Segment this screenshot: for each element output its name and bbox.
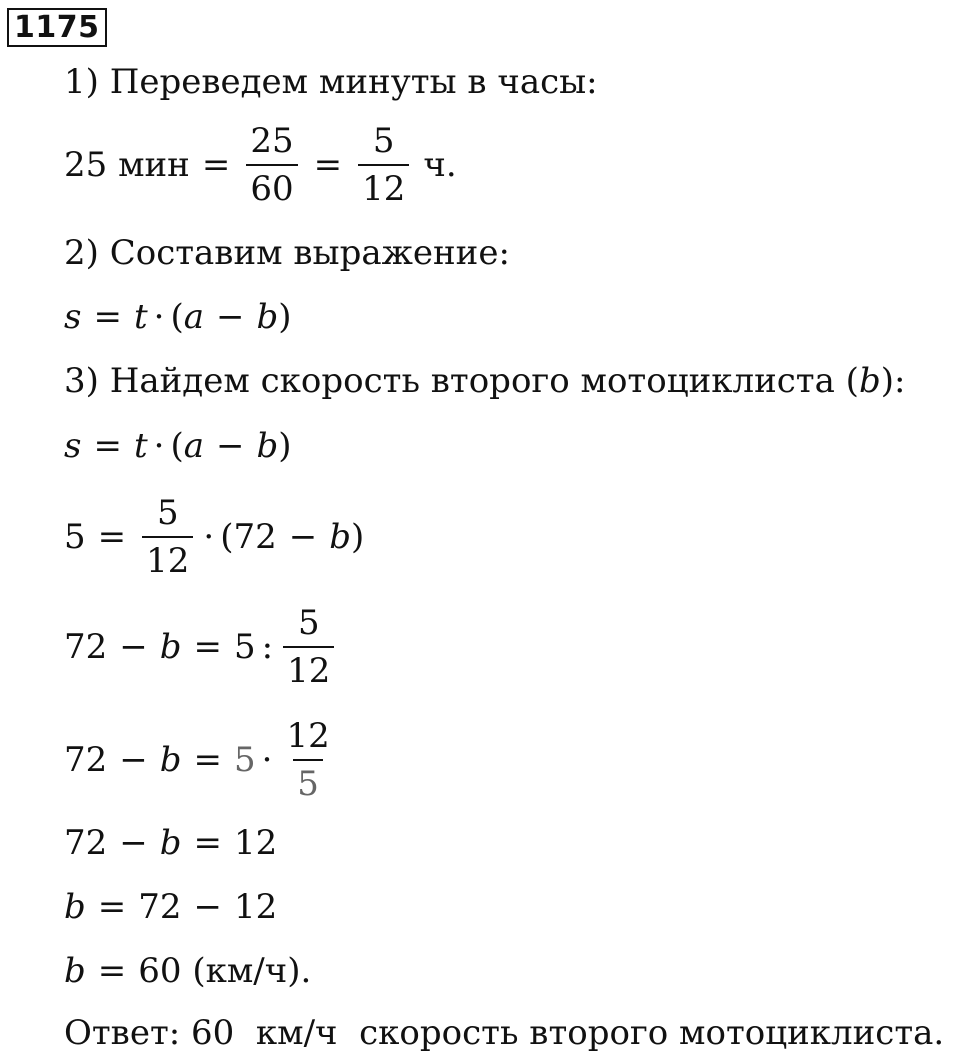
- fraction-25-60: $\frac{25}{60}$: [246, 120, 297, 210]
- step1-conversion: 25 мин = $\frac{25}{60}$ = $\frac{5}{12}$ ч.: [64, 121, 457, 209]
- step1-heading: 1) Переведем минуты в часы:: [64, 62, 598, 102]
- cancelled-5: 5: [234, 740, 256, 780]
- problem-number: 1175: [7, 8, 107, 47]
- step2-heading: 2) Составим выражение:: [64, 233, 510, 273]
- fraction-12-5: $\frac{12}{5}$: [286, 716, 330, 804]
- fraction-5-12: $\frac{5}{12}$: [142, 492, 193, 582]
- equation-b: b = 72 − 12: [64, 887, 278, 927]
- equation-multiplication: 72 − b = 5 · $\frac{12}{5}$: [64, 716, 338, 804]
- fraction-5-12: $\frac{5}{12}$: [283, 602, 334, 692]
- formula-line-repeat: s = t · ( a − b ): [64, 426, 292, 466]
- equation-division: 72 − b = 5 : $\frac{5}{12}$: [64, 603, 338, 691]
- answer-line: Ответ: 60 км/ч скорость второго мотоциклиста.: [64, 1013, 945, 1053]
- formula-line: s = t · ( a − b ): [64, 297, 292, 337]
- step3-heading: 3) Найдем скорость второго мотоциклиста ( b ):: [64, 361, 906, 401]
- unit-hours: ч.: [423, 145, 457, 185]
- fraction-5-12: $\frac{5}{12}$: [358, 120, 409, 210]
- equation-5: 5 = $\frac{5}{12}$ · (72 − b ): [64, 493, 365, 581]
- minutes-value: 25 мин: [64, 145, 190, 185]
- equation-result: b = 60 (км/ч).: [64, 951, 312, 991]
- equation-12: 72 − b = 12: [64, 823, 278, 863]
